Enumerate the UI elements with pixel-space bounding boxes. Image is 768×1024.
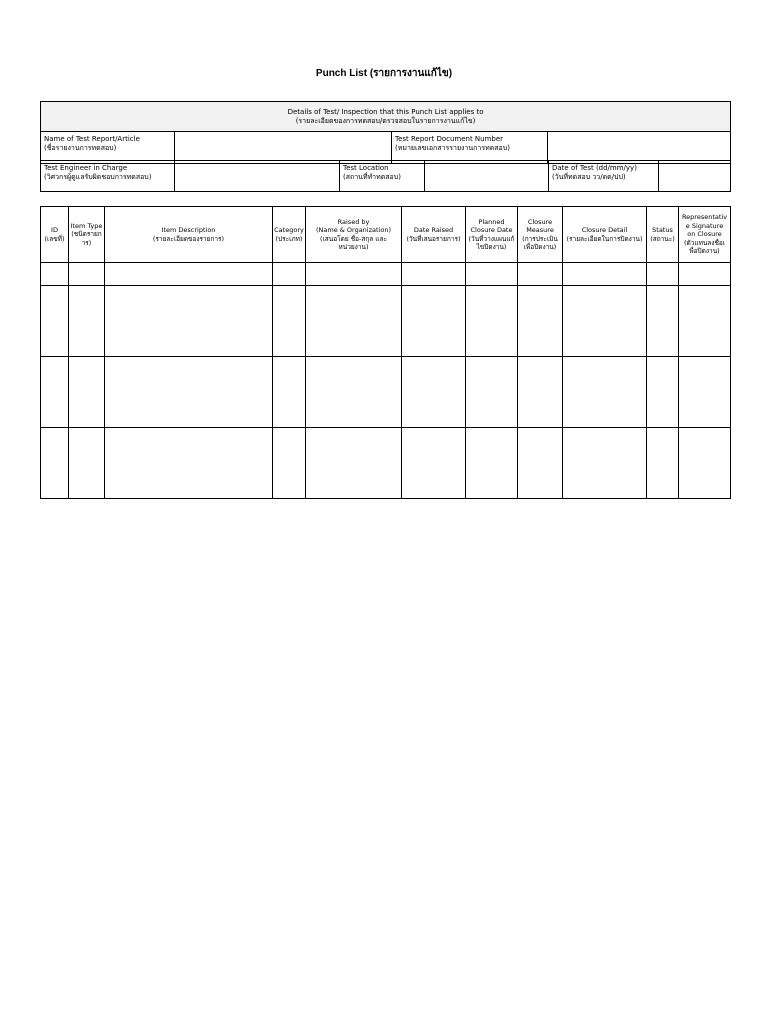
cell-representative-signature[interactable] [679, 428, 731, 499]
cell-closure-detail[interactable] [563, 357, 647, 428]
table-row [41, 263, 731, 286]
column-header-id: ID (เลขที่) [41, 207, 69, 263]
cell-representative-signature[interactable] [679, 357, 731, 428]
column-header-closure-measure: Closure Measure (การประเมิน เพื่อปิดงาน) [518, 207, 563, 263]
name-of-test-label: Name of Test Report/Article (ชื่อรายงานการทดสอบ) [41, 132, 175, 164]
column-header-representative-signature: Representativ e Signature on Closure (ตัวแทนลงชื่อเ พื่อปิดงาน) [679, 207, 731, 263]
engineer-label: Test Engineer in Charge (วิศวกรผู้ดูแลรับผิดชอบการทดสอบ) [41, 161, 175, 192]
location-label: Test Location (สถานที่ทำทดสอบ) [340, 161, 425, 192]
column-header-item-type: Item Type (ชนิดรายก าร) [69, 207, 105, 263]
cell-item-description[interactable] [105, 357, 273, 428]
cell-status[interactable] [647, 286, 679, 357]
cell-id[interactable] [41, 428, 69, 499]
cell-category[interactable] [273, 428, 306, 499]
cell-representative-signature[interactable] [679, 263, 731, 286]
cell-planned-closure-date[interactable] [466, 263, 518, 286]
cell-item-type[interactable] [69, 428, 105, 499]
column-header-planned-closure-date: Planned Closure Date (วันที่วางแผนแก้ ไขปิดงาน) [466, 207, 518, 263]
cell-date-raised[interactable] [402, 263, 466, 286]
test-details-heading: Details of Test/ Inspection that this Punch List applies to (รายละเอียดของการทดสอบ/ตรวจสอบในรายการงานแก้ไข) [41, 102, 731, 132]
cell-planned-closure-date[interactable] [466, 286, 518, 357]
table-row [41, 357, 731, 428]
engineer-field[interactable] [175, 161, 340, 192]
table-row [41, 428, 731, 499]
cell-category[interactable] [273, 357, 306, 428]
cell-closure-measure[interactable] [518, 286, 563, 357]
cell-raised-by[interactable] [306, 428, 402, 499]
cell-date-raised[interactable] [402, 428, 466, 499]
cell-status[interactable] [647, 263, 679, 286]
date-of-test-label: Date of Test (dd/mm/yy) (วันที่ทดสอบ วว/ดด/ปป) [549, 161, 659, 192]
cell-id[interactable] [41, 357, 69, 428]
test-details-table [40, 101, 731, 132]
punch-list-body [41, 263, 731, 499]
date-of-test-field[interactable] [659, 161, 731, 192]
cell-closure-measure[interactable] [518, 263, 563, 286]
punch-list-header-row [41, 207, 731, 263]
test-details-row-engineer [40, 160, 731, 192]
cell-raised-by[interactable] [306, 286, 402, 357]
cell-item-type[interactable] [69, 286, 105, 357]
cell-item-type[interactable] [69, 357, 105, 428]
cell-item-type[interactable] [69, 263, 105, 286]
cell-status[interactable] [647, 357, 679, 428]
cell-item-description[interactable] [105, 286, 273, 357]
name-of-test-field[interactable] [175, 132, 392, 164]
cell-category[interactable] [273, 263, 306, 286]
doc-number-field[interactable] [548, 132, 731, 164]
column-header-closure-detail: Closure Detail (รายละเอียดในการปิดงาน) [563, 207, 647, 263]
cell-raised-by[interactable] [306, 263, 402, 286]
cell-date-raised[interactable] [402, 357, 466, 428]
cell-raised-by[interactable] [306, 357, 402, 428]
cell-closure-measure[interactable] [518, 428, 563, 499]
cell-category[interactable] [273, 286, 306, 357]
cell-status[interactable] [647, 428, 679, 499]
cell-closure-measure[interactable] [518, 357, 563, 428]
cell-closure-detail[interactable] [563, 286, 647, 357]
punch-list-table [40, 206, 731, 499]
doc-number-label: Test Report Document Number (หมายเลขเอกสารรายงานการทดสอบ) [392, 132, 548, 164]
column-header-item-description: Item Description (รายละเอียดของรายการ) [105, 207, 273, 263]
table-row [41, 286, 731, 357]
cell-representative-signature[interactable] [679, 286, 731, 357]
cell-closure-detail[interactable] [563, 428, 647, 499]
cell-planned-closure-date[interactable] [466, 428, 518, 499]
column-header-raised-by: Raised by (Name & Organization) (เสนอโดย ชื่อ-สกุล และ หน่วยงาน) [306, 207, 402, 263]
cell-item-description[interactable] [105, 428, 273, 499]
page-title: Punch List (รายการงานแก้ไข) [315, 68, 453, 79]
location-field[interactable] [425, 161, 549, 192]
column-header-date-raised: Date Raised (วันที่เสนอรายการ) [402, 207, 466, 263]
cell-id[interactable] [41, 286, 69, 357]
column-header-category: Category (ประเภท) [273, 207, 306, 263]
cell-closure-detail[interactable] [563, 263, 647, 286]
column-header-status: Status (สถานะ) [647, 207, 679, 263]
cell-id[interactable] [41, 263, 69, 286]
cell-date-raised[interactable] [402, 286, 466, 357]
cell-planned-closure-date[interactable] [466, 357, 518, 428]
cell-item-description[interactable] [105, 263, 273, 286]
